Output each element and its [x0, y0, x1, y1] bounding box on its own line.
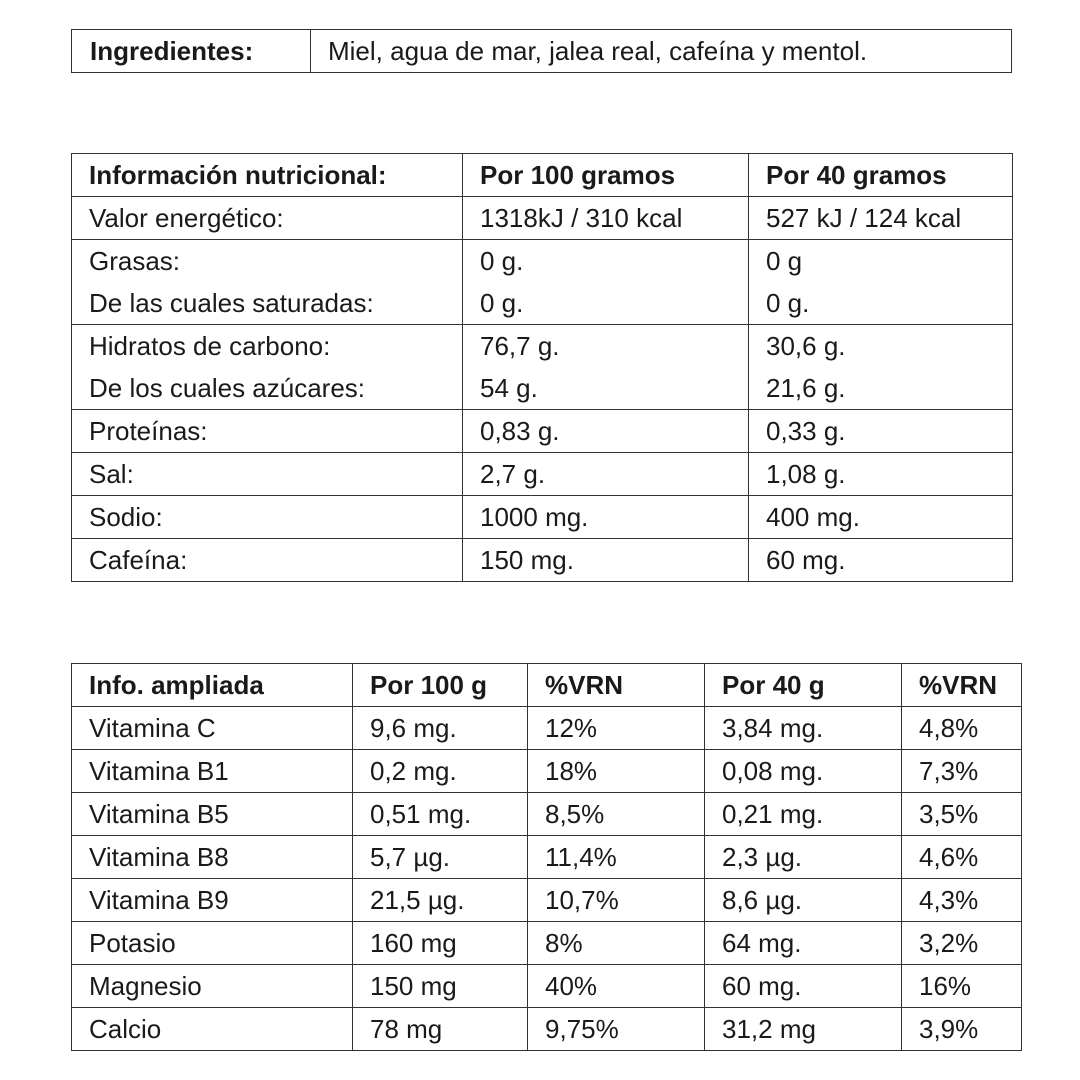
extended-header-cell: %VRN — [528, 664, 705, 707]
extended-row — [72, 707, 1022, 750]
nutrition-header-cell: Por 40 gramos — [749, 154, 1013, 197]
nutrition-row — [72, 496, 1013, 539]
nutrient-value: 150 mg. — [463, 539, 749, 582]
nutrient-value: 1000 mg. — [463, 496, 749, 539]
nutrient-value: 0,83 g. — [463, 410, 749, 453]
ingredients-value: Miel, agua de mar, jalea real, cafeína y mentol. — [311, 30, 1012, 73]
extended-item-value: 16% — [902, 965, 1022, 1008]
extended-item-value: 150 mg — [353, 965, 528, 1008]
extended-item-value: 18% — [528, 750, 705, 793]
nutrition-row — [72, 325, 1013, 368]
extended-info-table — [71, 663, 1022, 1051]
extended-item-name: Vitamina B9 — [72, 879, 353, 922]
nutrient-value: 0 g. — [463, 240, 749, 283]
nutrient-value: 400 mg. — [749, 496, 1013, 539]
nutrition-row — [72, 539, 1013, 582]
ingredients-table — [71, 29, 1012, 73]
extended-item-name: Vitamina C — [72, 707, 353, 750]
nutrition-row — [72, 197, 1013, 240]
extended-header-cell: Por 100 g — [353, 664, 528, 707]
extended-item-value: 3,5% — [902, 793, 1022, 836]
extended-row — [72, 836, 1022, 879]
nutrient-name: De las cuales saturadas: — [72, 282, 463, 325]
nutrition-row — [72, 410, 1013, 453]
nutrition-row — [72, 240, 1013, 283]
nutrient-name: Grasas: — [72, 240, 463, 283]
nutrient-value: 0 g. — [749, 282, 1013, 325]
extended-item-value: 5,7 µg. — [353, 836, 528, 879]
extended-info-table-body — [72, 664, 1022, 1051]
extended-item-value: 8,6 µg. — [705, 879, 902, 922]
extended-row — [72, 750, 1022, 793]
extended-item-value: 7,3% — [902, 750, 1022, 793]
nutrition-table — [71, 153, 1013, 582]
extended-item-value: 8% — [528, 922, 705, 965]
nutrient-value: 1318kJ / 310 kcal — [463, 197, 749, 240]
extended-item-name: Calcio — [72, 1008, 353, 1051]
nutrient-name: Valor energético: — [72, 197, 463, 240]
nutrient-name: Cafeína: — [72, 539, 463, 582]
extended-item-value: 11,4% — [528, 836, 705, 879]
nutrient-value: 60 mg. — [749, 539, 1013, 582]
extended-item-value: 0,2 mg. — [353, 750, 528, 793]
extended-item-value: 4,6% — [902, 836, 1022, 879]
nutrient-value: 54 g. — [463, 367, 749, 410]
extended-row — [72, 879, 1022, 922]
ingredients-label: Ingredientes: — [72, 30, 311, 73]
extended-item-value: 3,2% — [902, 922, 1022, 965]
extended-item-value: 2,3 µg. — [705, 836, 902, 879]
nutrient-name: Proteínas: — [72, 410, 463, 453]
extended-item-value: 60 mg. — [705, 965, 902, 1008]
nutrient-value: 527 kJ / 124 kcal — [749, 197, 1013, 240]
extended-item-name: Vitamina B5 — [72, 793, 353, 836]
extended-item-value: 31,2 mg — [705, 1008, 902, 1051]
extended-item-name: Vitamina B1 — [72, 750, 353, 793]
extended-item-value: 8,5% — [528, 793, 705, 836]
extended-item-value: 40% — [528, 965, 705, 1008]
extended-item-value: 21,5 µg. — [353, 879, 528, 922]
extended-item-value: 10,7% — [528, 879, 705, 922]
nutrient-value: 76,7 g. — [463, 325, 749, 368]
extended-header-cell: Info. ampliada — [72, 664, 353, 707]
ingredients-row — [72, 30, 1012, 73]
nutrient-name: Hidratos de carbono: — [72, 325, 463, 368]
extended-header-cell: %VRN — [902, 664, 1022, 707]
extended-header-row — [72, 664, 1022, 707]
extended-item-value: 4,3% — [902, 879, 1022, 922]
nutrition-row — [72, 282, 1013, 325]
extended-item-value: 160 mg — [353, 922, 528, 965]
extended-item-value: 64 mg. — [705, 922, 902, 965]
nutrition-header-cell: Información nutricional: — [72, 154, 463, 197]
nutrient-value: 2,7 g. — [463, 453, 749, 496]
extended-row — [72, 965, 1022, 1008]
extended-item-value: 9,6 mg. — [353, 707, 528, 750]
extended-item-value: 3,9% — [902, 1008, 1022, 1051]
nutrition-row — [72, 453, 1013, 496]
extended-item-value: 3,84 mg. — [705, 707, 902, 750]
nutrition-row — [72, 367, 1013, 410]
nutrition-header-cell: Por 100 gramos — [463, 154, 749, 197]
extended-item-value: 9,75% — [528, 1008, 705, 1051]
nutrient-value: 0,33 g. — [749, 410, 1013, 453]
extended-row — [72, 793, 1022, 836]
nutrition-header-row — [72, 154, 1013, 197]
extended-item-value: 12% — [528, 707, 705, 750]
extended-item-name: Magnesio — [72, 965, 353, 1008]
nutrient-name: De los cuales azúcares: — [72, 367, 463, 410]
nutrient-value: 0 g. — [463, 282, 749, 325]
nutrient-value: 21,6 g. — [749, 367, 1013, 410]
nutrient-value: 0 g — [749, 240, 1013, 283]
extended-item-name: Potasio — [72, 922, 353, 965]
extended-item-value: 78 mg — [353, 1008, 528, 1051]
nutrient-name: Sodio: — [72, 496, 463, 539]
nutrient-value: 1,08 g. — [749, 453, 1013, 496]
extended-header-cell: Por 40 g — [705, 664, 902, 707]
nutrient-value: 30,6 g. — [749, 325, 1013, 368]
extended-row — [72, 922, 1022, 965]
extended-item-value: 0,21 mg. — [705, 793, 902, 836]
extended-row — [72, 1008, 1022, 1051]
extended-item-name: Vitamina B8 — [72, 836, 353, 879]
extended-item-value: 0,51 mg. — [353, 793, 528, 836]
nutrient-name: Sal: — [72, 453, 463, 496]
extended-item-value: 0,08 mg. — [705, 750, 902, 793]
nutrition-table-body — [72, 154, 1013, 582]
extended-item-value: 4,8% — [902, 707, 1022, 750]
